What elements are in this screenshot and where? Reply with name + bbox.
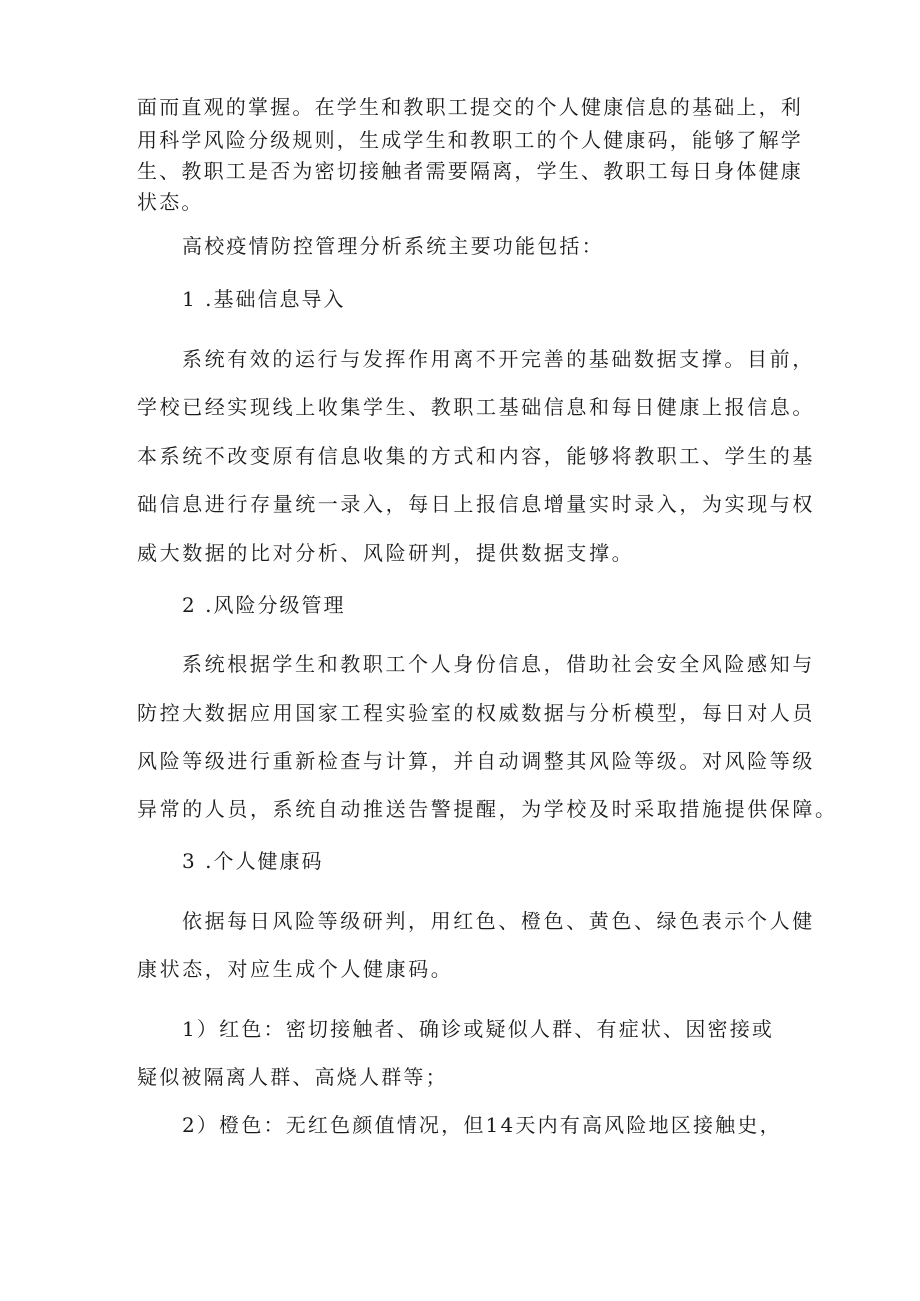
intro-line-1: 面而直观的掌握。在学生和教职工提交的个人健康信息的基础上，利 (137, 95, 803, 119)
section-2-line-1: 系统根据学生和教职工个人身份信息，借助社会安全风险感知与 (182, 652, 815, 676)
section-heading-3: 3 .个人健康码 (182, 849, 324, 873)
section-1-line-2: 学校已经实现线上收集学生、教职工基础信息和每日健康上报信息。 (137, 395, 815, 419)
intro-line-4: 状态。 (137, 190, 204, 214)
section-3-line-2: 康状态，对应生成个人健康码。 (137, 957, 454, 981)
intro-line-3: 生、教职工是否为密切接触者需要隔离，学生、教职工每日身体健康 (137, 159, 803, 183)
section-1-line-5: 威大数据的比对分析、风险研判，提供数据支撑。 (137, 541, 635, 565)
section-heading-2: 2 .风险分级管理 (182, 593, 346, 617)
section-heading-1: 1 .基础信息导入 (182, 287, 346, 311)
intro-line-2: 用科学风险分级规则，生成学生和教职工的个人健康码，能够了解学 (137, 128, 803, 152)
color-item-red-line-2: 疑似被隔离人群、高烧人群等； (137, 1065, 448, 1089)
section-2-line-3: 风险等级进行重新检查与计算，并自动调整其风险等级。对风险等级 (137, 749, 815, 773)
color-item-red-line-1: 1）红色：密切接触者、确诊或疑似人群、有症状、因密接或 (182, 1017, 775, 1041)
color-item-orange-line-1: 2）橙色：无红色颜值情况，但14天内有高风险地区接触史， (182, 1113, 782, 1137)
section-3-line-1: 依据每日风险等级研判，用红色、橙色、黄色、绿色表示个人健 (182, 909, 815, 933)
functions-intro: 高校疫情防控管理分析系统主要功能包括： (182, 234, 604, 258)
section-2-line-4: 异常的人员，系统自动推送告警提醒，为学校及时采取措施提供保障。 (137, 797, 838, 821)
section-1-line-3: 本系统不改变原有信息收集的方式和内容，能够将教职工、学生的基 (137, 444, 815, 468)
section-1-line-1: 系统有效的运行与发挥作用离不开完善的基础数据支撑。目前， (182, 347, 815, 371)
section-1-line-4: 础信息进行存量统一录入，每日上报信息增量实时录入，为实现与权 (137, 492, 815, 516)
section-2-line-2: 防控大数据应用国家工程实验室的权威数据与分析模型，每日对人员 (137, 701, 815, 725)
